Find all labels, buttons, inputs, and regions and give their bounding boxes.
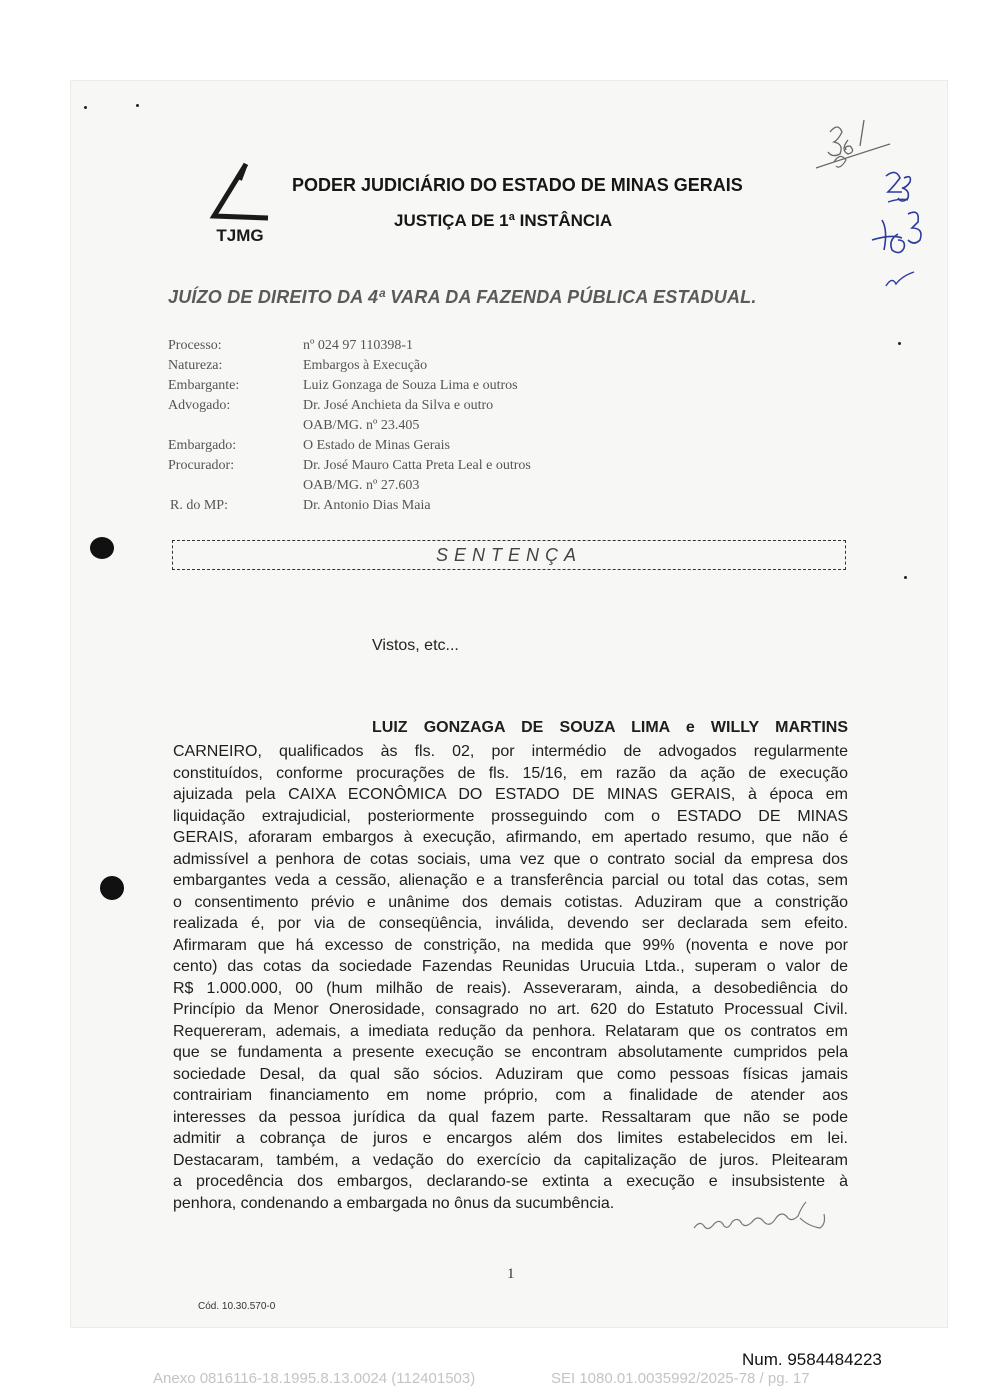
body-line: ajuizada pela CAIXA ECONÔMICA DO ESTADO DE MINAS GERAIS, à época em <box>173 786 848 803</box>
label-advogado: Advogado: <box>168 398 231 413</box>
logo-text: TJMG <box>216 226 264 245</box>
annex-reference: Anexo 0816116-18.1995.8.13.0024 (112401503) <box>153 1370 476 1387</box>
body-line: Princípio da Menor Onerosidade, consagrado no art. 620 do Estatuto Processual Civil. <box>173 1001 848 1018</box>
punch-hole <box>90 537 114 559</box>
speck <box>136 104 139 107</box>
body-line: a procedência dos embargos, declarando-se extinta a execução e insubsistente à <box>173 1173 848 1190</box>
value-procurador: Dr. José Mauro Catta Preta Leal e outros <box>303 458 531 473</box>
body-paragraph <box>173 741 848 1214</box>
label-procurador: Procurador: <box>168 458 235 473</box>
label-natureza: Natureza: <box>168 358 223 373</box>
value-mp: Dr. Antonio Dias Maia <box>303 498 431 513</box>
body-line: constituídos, conforme procurações de fls. 15/16, em razão da ação de execução <box>173 764 848 782</box>
body-line: R$ 1.000.000, 00 (hum milhão de reais). Asseveraram, ainda, a desobediência do <box>173 979 848 997</box>
value-embargado: O Estado de Minas Gerais <box>303 438 450 453</box>
form-code: Cód. 10.30.570-0 <box>198 1301 276 1312</box>
value-natureza: Embargos à Execução <box>303 358 428 373</box>
body-line: CARNEIRO, qualificados às fls. 02, por intermédio de advogados regularmente <box>173 743 848 760</box>
body-line: o consentimento prévio e unânime dos demais cotistas. Aduziram que a constrição <box>173 893 848 911</box>
label-mp: R. do MP: <box>170 498 228 513</box>
institution-title: PODER JUDICIÁRIO DO ESTADO DE MINAS GERAIS <box>292 175 743 195</box>
body-line: embargantes veda a cessão, alienação e a transferência parcial ou total das cotas, sem <box>173 872 848 889</box>
body-line: contrairiam financiamento em nome próprio, com a finalidade de atender aos <box>173 1087 848 1104</box>
speck <box>904 576 907 579</box>
body-line: GERAIS, aforaram embargos à execução, afirmando, em apertado resumo, que não é <box>173 829 848 846</box>
body-line: cento) das cotas da sociedade Fazendas Reunidas Urucuia Ltda., superam o valor de <box>173 958 848 975</box>
instance-subtitle: JUSTIÇA DE 1ª INSTÂNCIA <box>394 211 613 230</box>
body-line: interesses da pessoa jurídica da qual fazem parte. Ressaltaram que não se pode <box>173 1108 848 1126</box>
page-number: 1 <box>507 1266 515 1282</box>
body-line: admissível a penhora de cotas sociais, uma vez que o contrato social da empresa dos <box>173 850 848 868</box>
tjmg-logo <box>200 160 280 250</box>
tjmg-triangle-icon <box>206 160 272 224</box>
speck <box>898 342 901 345</box>
value-embargante: Luiz Gonzaga de Souza Lima e outros <box>303 378 518 393</box>
court-name: JUÍZO DE DIREITO DA 4ª VARA DA FAZENDA PÚBLICA ESTADUAL. <box>168 287 757 307</box>
document-number: Num. 9584484223 <box>742 1350 882 1369</box>
sentenca-heading-box <box>172 540 846 570</box>
body-line: liquidação extrajudicial, posteriormente prosseguindo com o ESTADO DE MINAS <box>173 807 848 825</box>
body-line: sociedade Desal, da qual são sócios. Aduziram que como pessoas físicas jamais <box>173 1065 848 1083</box>
speck <box>84 106 87 109</box>
vistos-line: Vistos, etc... <box>372 637 459 654</box>
body-line: realizada é, por via de conseqüência, inválida, devendo ser declarada sem efeito. <box>173 915 848 932</box>
body-first-line: LUIZ GONZAGA DE SOUZA LIMA e WILLY MARTINS <box>372 719 848 736</box>
body-line: penhora, condenando a embargada no ônus da sucumbência. <box>173 1194 615 1212</box>
label-embargante: Embargante: <box>168 378 240 393</box>
body-line: Destacaram, também, a vedação do exercício da capitalização de juros. Pleitearam <box>173 1151 848 1169</box>
body-line: admitir a cobrança de juros e encargos além dos limites estabelecidos em lei. <box>173 1130 848 1147</box>
body-line: Afirmaram que há excesso de constrição, na medida que 99% (noventa e nove por <box>173 936 848 954</box>
handwritten-signature <box>690 1198 840 1238</box>
body-line: Requereram, ademais, a imediata redução da penhora. Relataram que os contratos em <box>173 1022 848 1040</box>
value-advogado: Dr. José Anchieta da Silva e outro <box>303 398 494 413</box>
value-procurador-oab: OAB/MG. nº 27.603 <box>303 478 420 493</box>
body-line: que se fundamenta a presente execução se encontram absolutamente cumpridos pela <box>173 1044 848 1061</box>
handwritten-page-annotations <box>812 110 932 300</box>
punch-hole <box>100 876 124 900</box>
value-advogado-oab: OAB/MG. nº 23.405 <box>303 418 420 433</box>
sentenca-heading: SENTENÇA <box>435 545 582 565</box>
sei-reference: SEI 1080.01.0035992/2025-78 / pg. 17 <box>551 1370 810 1387</box>
label-embargado: Embargado: <box>168 438 237 453</box>
label-processo: Processo: <box>168 338 222 353</box>
value-processo: nº 024 97 110398-1 <box>303 338 413 353</box>
